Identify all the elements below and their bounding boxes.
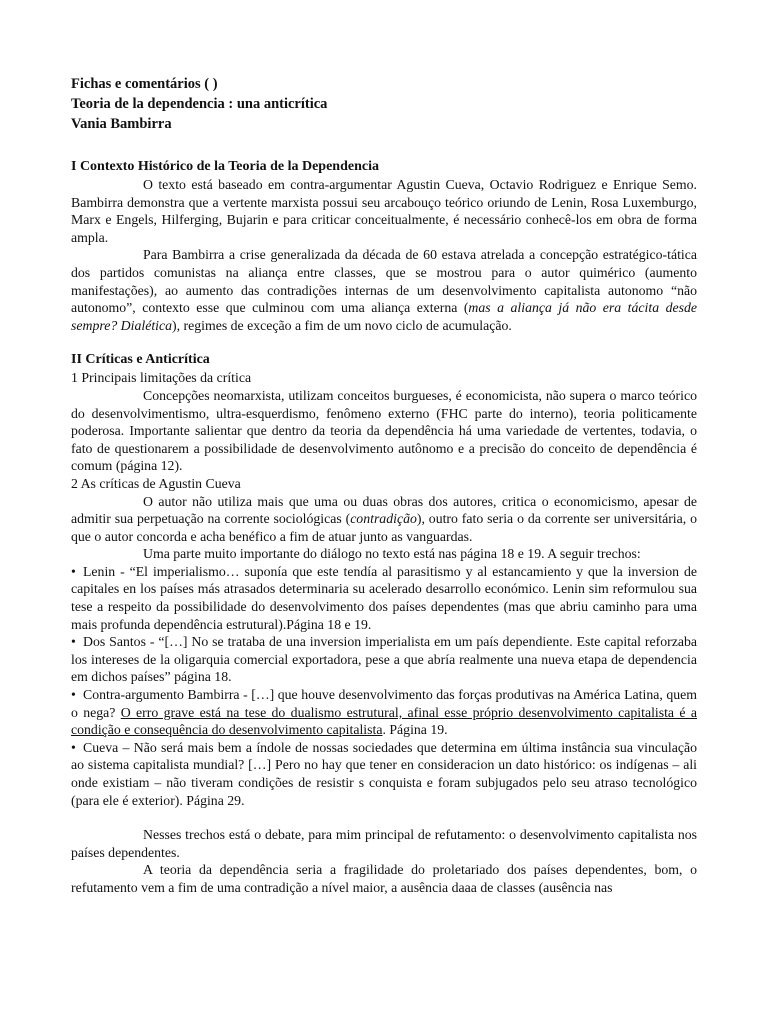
bullet-item-cueva bbox=[71, 739, 697, 809]
bullet-item-bambirra bbox=[71, 686, 697, 739]
bullet-text-underlined: O erro grave está na tese do dualismo estrutural, afinal esse próprio desenvolvimento capitalista é a condição e consequência do desenvolvimento capitalista bbox=[71, 704, 697, 738]
bullet-list bbox=[71, 563, 697, 809]
section-1-paragraph-2 bbox=[71, 246, 697, 334]
section-1-paragraph-2-text-b: ), regimes de exceção a fim de um novo ciclo de acumulação. bbox=[172, 317, 512, 333]
section-2-paragraph-2-text-b: ), outro fato seria o da corrente ser universitária, o que o autor concorda e acha benéfico a fim de atuar junto as vanguardas. bbox=[71, 511, 697, 544]
bullet-dot: • bbox=[71, 687, 76, 703]
subsection-2-title: 2 As críticas de Agustin Cueva bbox=[71, 475, 241, 491]
section-1-paragraph-2-italic: mas a aliança já não era tácita desde sempre? Dialética bbox=[71, 300, 697, 333]
document-header bbox=[71, 74, 697, 134]
section-2-paragraph-2-text-a: O autor não utiliza mais que uma ou duas obras dos autores, critica o economicismo, apesar de admitir sua perpetuação na corrente sociológicas ( bbox=[71, 493, 697, 527]
section-2 bbox=[71, 351, 697, 896]
bullet-text-a: Contra-argumento Bambirra - […] que houve desenvolvimento das forças produtivas na América Latina, quem o nega? bbox=[71, 687, 697, 720]
bullet-dot: • bbox=[71, 563, 76, 579]
section-2-paragraph-4: Nesses trechos está o debate, para mim principal de refutamento: o desenvolvimento capitalista nos países dependentes. bbox=[71, 827, 697, 860]
bullet-text-b: . Página 19. bbox=[382, 722, 448, 738]
section-2-paragraph-2 bbox=[71, 493, 697, 546]
header-line-1: Fichas e comentários ( ) bbox=[71, 76, 218, 92]
section-2-paragraph-3: Uma parte muito importante do diálogo no texto está nas página 18 e 19. A seguir trechos: bbox=[143, 546, 641, 562]
section-1-paragraph-1: O texto está baseado em contra-argumentar Agustin Cueva, Octavio Rodriguez e Enrique Semo. Bambirra demonstra que a vertente marxista possui seu arcabouço teórico oriundo de Lenin, Rosa Luxemburgo, Marx e Engels, Hilferging, Bujarin e para criticar conceitualmente, é necessário conhecê-los em obra de forma ampla. bbox=[71, 177, 697, 245]
section-2-paragraph-2-italic: contradição bbox=[350, 511, 417, 527]
header-line-3: Vania Bambirra bbox=[71, 116, 172, 132]
header-line-2: Teoria de la dependencia : una anticrítica bbox=[71, 96, 328, 112]
bullet-text: Cueva – Não será mais bem a índole de nossas sociedades que determina em última instância sua vinculação ao sistema capitalista mundial? […] Pero no hay que tener en consideracion un dato histórico: os indígenas – ali onde existiam – não tiveram condições de resistir s conquista e foram subjugados pelo seu atraso tecnológico (para ele é exterior). Página 29. bbox=[71, 739, 697, 808]
section-1-paragraph-2-text-a: Para Bambirra a crise generalizada da década de 60 estava atrelada a concepção estratégico-tática dos partidos comunistas na aliança entre classes, que se mostrou para o autor quimérico (aumento manifestações), ao aumento das contradições internas de um desenvolvimento capitalista autonomo “não autonomo”, contexto esse que culminou com uma aliança externa ( bbox=[71, 247, 697, 316]
bullet-item-dos-santos bbox=[71, 633, 697, 686]
section-2-title: II Críticas e Anticrítica bbox=[71, 352, 210, 368]
bullet-text: Dos Santos - “[…] No se trataba de una inversion imperialista em um país dependiente. Este capital reforzaba los intereses de la oligarquia comercial exportadora, pese a que abría realmente una nueva etapa de dependencia em dichos países” página 18. bbox=[71, 634, 697, 685]
bullet-dot: • bbox=[71, 634, 76, 650]
bullet-dot: • bbox=[71, 739, 76, 755]
subsection-1-title: 1 Principais limitações da crítica bbox=[71, 370, 252, 386]
section-2-paragraph-5: A teoria da dependência seria a fragilidade do proletariado dos países dependentes, bom, o refutamento vem a fim de uma contradição a nível maior, a ausência daaa de classes (ausência nas bbox=[71, 862, 697, 895]
bullet-item-lenin bbox=[71, 563, 697, 633]
section-1-title: I Contexto Histórico de la Teoria de la Dependencia bbox=[71, 159, 379, 174]
section-1 bbox=[71, 158, 697, 334]
bullet-text: Lenin - “El imperialismo… suponía que este tendía al parasitismo y al estancamiento y que la inversion de capitales en los países más atrasados determinaria su acelerado desarrollo económico. Lenin sim reformulou sua tese a respeito da possibilidade do desenvolvimento dos países dependentes (mas que abriu caminho para uma mais profunda dependência estrutural).Página 18 e 19. bbox=[71, 563, 697, 632]
section-2-paragraph-1: Concepções neomarxista, utilizam conceitos burgueses, é economicista, não supera o marco teórico do desenvolvimentismo, ultra-esquerdismo, fenômeno externo (FHC parte do interno), teoria politicamente poderosa. Importante salientar que dentro da teoria da dependência há uma variedade de vertentes, todavia, o fato de questionarem a possibilidade de desenvolvimento autônomo e a precisão do conceito de dependência é comum (página 12). bbox=[71, 387, 697, 474]
